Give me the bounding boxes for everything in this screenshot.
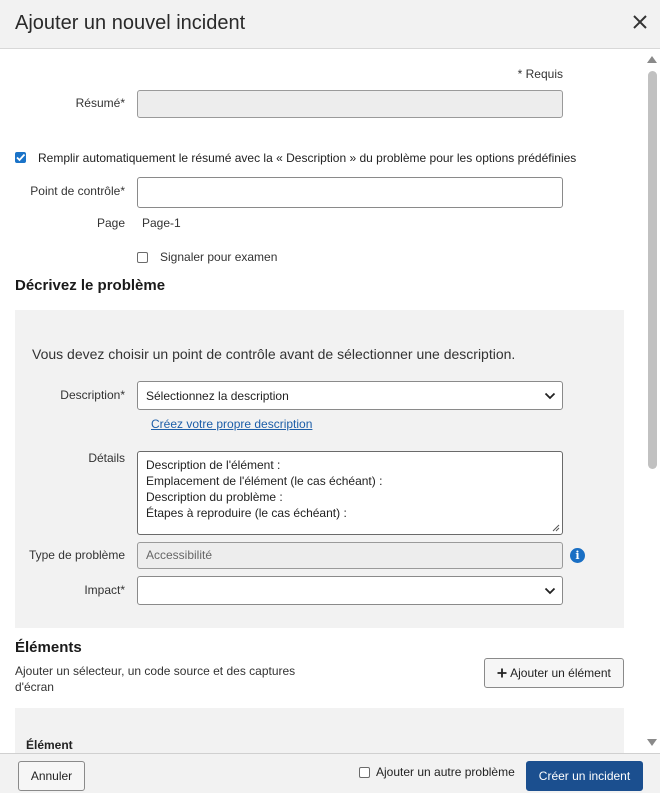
close-icon: [628, 10, 652, 34]
scroll-up-arrow-icon[interactable]: [647, 55, 657, 63]
close-button[interactable]: [628, 10, 652, 34]
element-panel-title: Élément: [26, 738, 73, 752]
checkmark-icon: [15, 152, 26, 163]
checkpoint-label: Point de contrôle*: [30, 184, 125, 198]
chevron-down-icon: [544, 586, 556, 596]
checkpoint-field[interactable]: [137, 177, 563, 208]
dialog-footer: [0, 753, 660, 793]
chevron-down-icon: [544, 391, 556, 401]
details-line: Description du problème :: [146, 490, 283, 504]
info-icon[interactable]: i: [570, 548, 585, 563]
create-incident-button[interactable]: [526, 761, 643, 791]
scrollbar-thumb[interactable]: [648, 71, 657, 469]
details-textarea[interactable]: [137, 451, 563, 535]
summary-label: Résumé*: [75, 96, 125, 110]
autofill-label: Remplir automatiquement le résumé avec la « Description » du problème pour les options prédéfinies: [38, 151, 577, 165]
details-line: Emplacement de l'élément (le cas échéant) :: [146, 474, 383, 488]
description-select-value: Sélectionnez la description: [146, 389, 289, 403]
required-note: * Requis: [517, 67, 563, 81]
issue-type-field: Accessibilité: [137, 542, 563, 569]
flag-review-checkbox[interactable]: [137, 252, 148, 263]
add-element-button[interactable]: [484, 658, 624, 688]
page-value: Page-1: [142, 216, 181, 230]
elements-help-text: Ajouter un sélecteur, un code source et des captures d'écran: [15, 664, 296, 694]
dialog-header: [0, 0, 660, 49]
cancel-label: Annuler: [30, 769, 73, 783]
page-label: Page: [96, 216, 125, 230]
flag-review-label: Signaler pour examen: [160, 250, 278, 264]
dialog-title: Ajouter un nouvel incident: [15, 12, 246, 34]
plus-icon: [497, 668, 507, 678]
dialog-body: [0, 49, 644, 753]
issue-type-label: Type de problème: [28, 548, 125, 562]
details-label: Détails: [88, 451, 125, 465]
element-panel: [15, 708, 624, 753]
describe-panel: [15, 310, 624, 628]
add-another-label: Ajouter un autre problème: [376, 765, 515, 779]
add-element-label: Ajouter un élément: [510, 666, 611, 680]
description-label: Description*: [60, 388, 125, 402]
resize-handle-icon[interactable]: [552, 524, 560, 532]
details-line: Description de l'élément :: [146, 458, 281, 472]
impact-label: Impact*: [84, 583, 125, 597]
describe-section-title: Décrivez le problème: [15, 277, 166, 294]
elements-section-title: Éléments: [15, 639, 82, 656]
create-custom-description-link[interactable]: Créez votre propre description: [151, 417, 313, 431]
autofill-checkbox[interactable]: [15, 152, 26, 163]
create-incident-label: Créer un incident: [538, 769, 631, 783]
scrollbar[interactable]: [644, 49, 660, 753]
add-another-checkbox[interactable]: [359, 767, 370, 778]
checkpoint-notice: Vous devez choisir un point de contrôle avant de sélectionner une description.: [32, 346, 516, 362]
scroll-down-arrow-icon[interactable]: [647, 739, 657, 747]
description-select[interactable]: [137, 381, 563, 410]
cancel-button[interactable]: [18, 761, 85, 791]
details-line: Étapes à reproduire (le cas échéant) :: [146, 506, 347, 520]
summary-field[interactable]: [137, 90, 563, 118]
impact-select[interactable]: [137, 576, 563, 605]
